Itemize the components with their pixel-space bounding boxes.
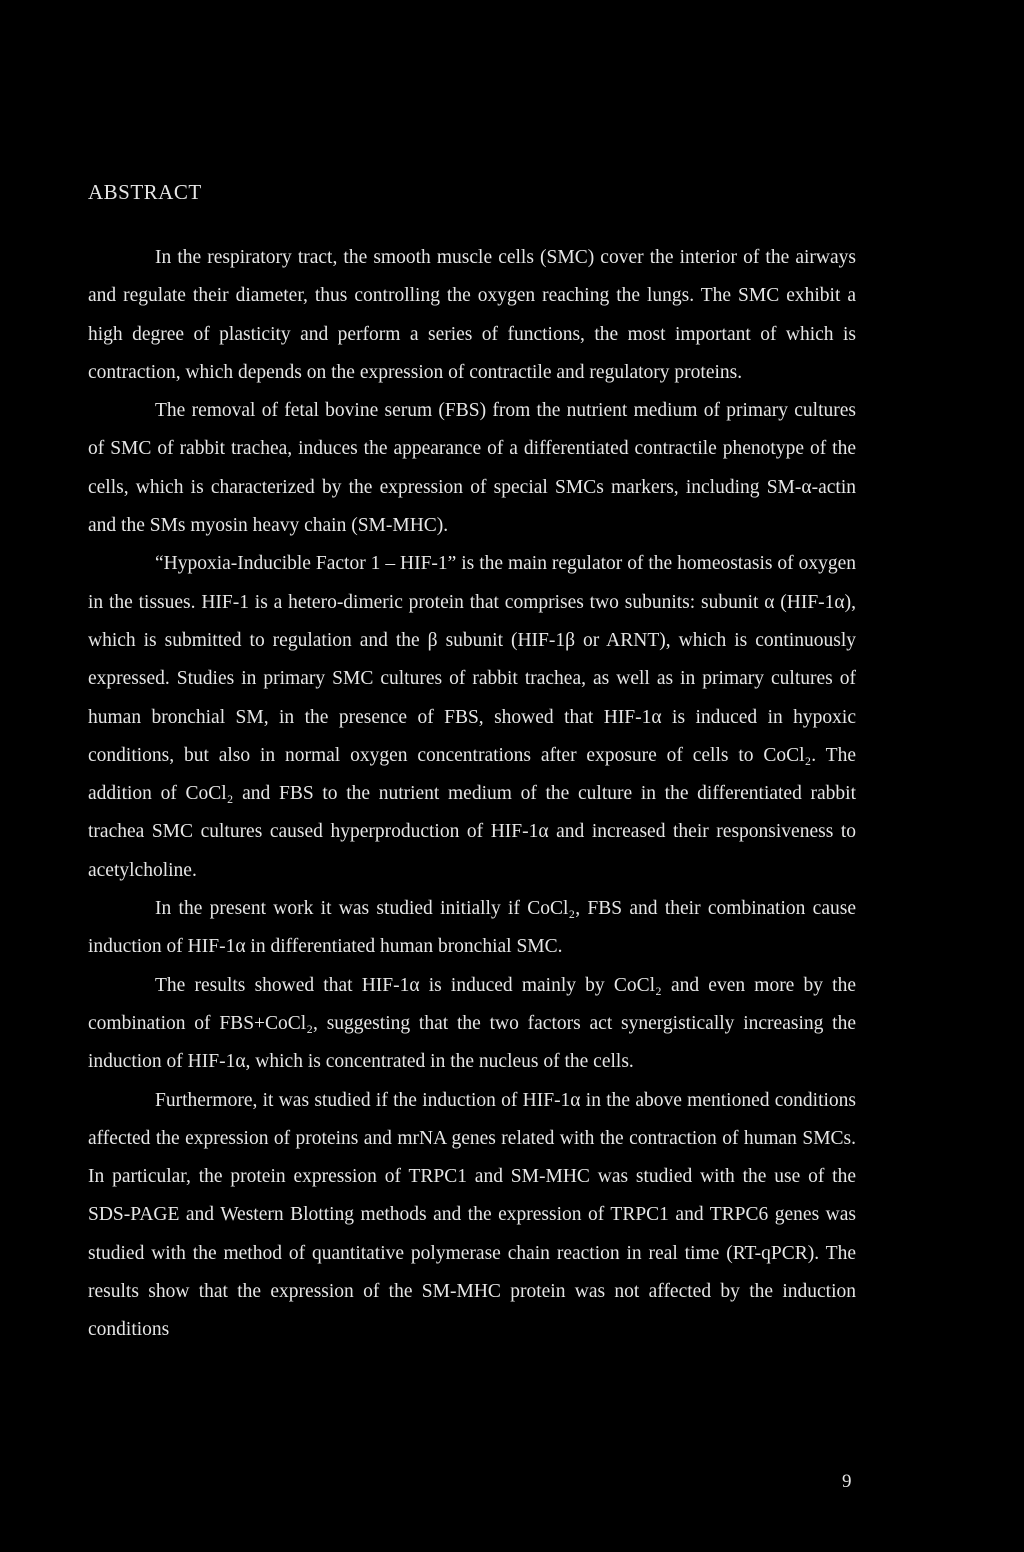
paragraph-2: The removal of fetal bovine serum (FBS) from the nutrient medium of primary cultures of SMC of rabbit trachea, induces the appearance of a differentiated contractile phenotype of the cells, which is characterized by the expression of special SMCs markers, including SM-α-actin and the SMs myosin heavy chain (SM-MHC). [88, 400, 856, 537]
abstract-body [88, 239, 856, 1350]
page-number: 9 [842, 1471, 852, 1492]
section-heading: ABSTRACT [88, 180, 202, 204]
paragraph-6: Furthermore, it was studied if the induction of HIF-1α in the above mentioned conditions affected the expression of proteins and mrNA genes related with the contraction of human SMCs. In particular, the protein expression of TRPC1 and SM-MHC was studied with the use of the SDS-PAGE and Western Blotting methods and the expression of TRPC1 and TRPC6 genes was studied with the method of quantitative polymerase chain reaction in real time (RT-qPCR). The results show that the expression of the SM-MHC protein was not affected by the induction conditions [88, 1089, 856, 1341]
paragraph-4: In the present work it was studied initially if CoCl₂, FBS and their combination cause induction of HIF-1α in differentiated human bronchial SMC. [88, 898, 856, 958]
paragraph-1: In the respiratory tract, the smooth muscle cells (SMC) cover the interior of the airways and regulate their diameter, thus controlling the oxygen reaching the lungs. The SMC exhibit a high degree of plasticity and perform a series of functions, the most important of which is contraction, which depends on the expression of contractile and regulatory proteins. [88, 247, 856, 383]
paragraph-5: The results showed that HIF-1α is induced mainly by CoCl₂ and even more by the combination of FBS+CoCl₂, suggesting that the two factors act synergistically increasing the induction of HIF-1α, which is concentrated in the nucleus of the cells. [88, 974, 856, 1073]
paragraph-3: “Hypoxia-Inducible Factor 1 – HIF-1” is the main regulator of the homeostasis of oxygen in the tissues. HIF-1 is a hetero-dimeric protein that comprises two subunits: subunit α (HIF-1α), which is submitted to regulation and the β subunit (HIF-1β or ARNT), which is continuously expressed. Studies in primary SMC cultures of rabbit trachea, as well as in primary cultures of human bronchial SM, in the presence of FBS, showed that HIF-1α is induced in hypoxic conditions, but also in normal oxygen concentrations after exposure of cells to CoCl₂. The addition of CoCl₂ and FBS to the nutrient medium of the culture in the differentiated rabbit trachea SMC cultures caused hyperproduction of HIF-1α and increased their responsiveness to acetylcholine. [88, 553, 856, 881]
